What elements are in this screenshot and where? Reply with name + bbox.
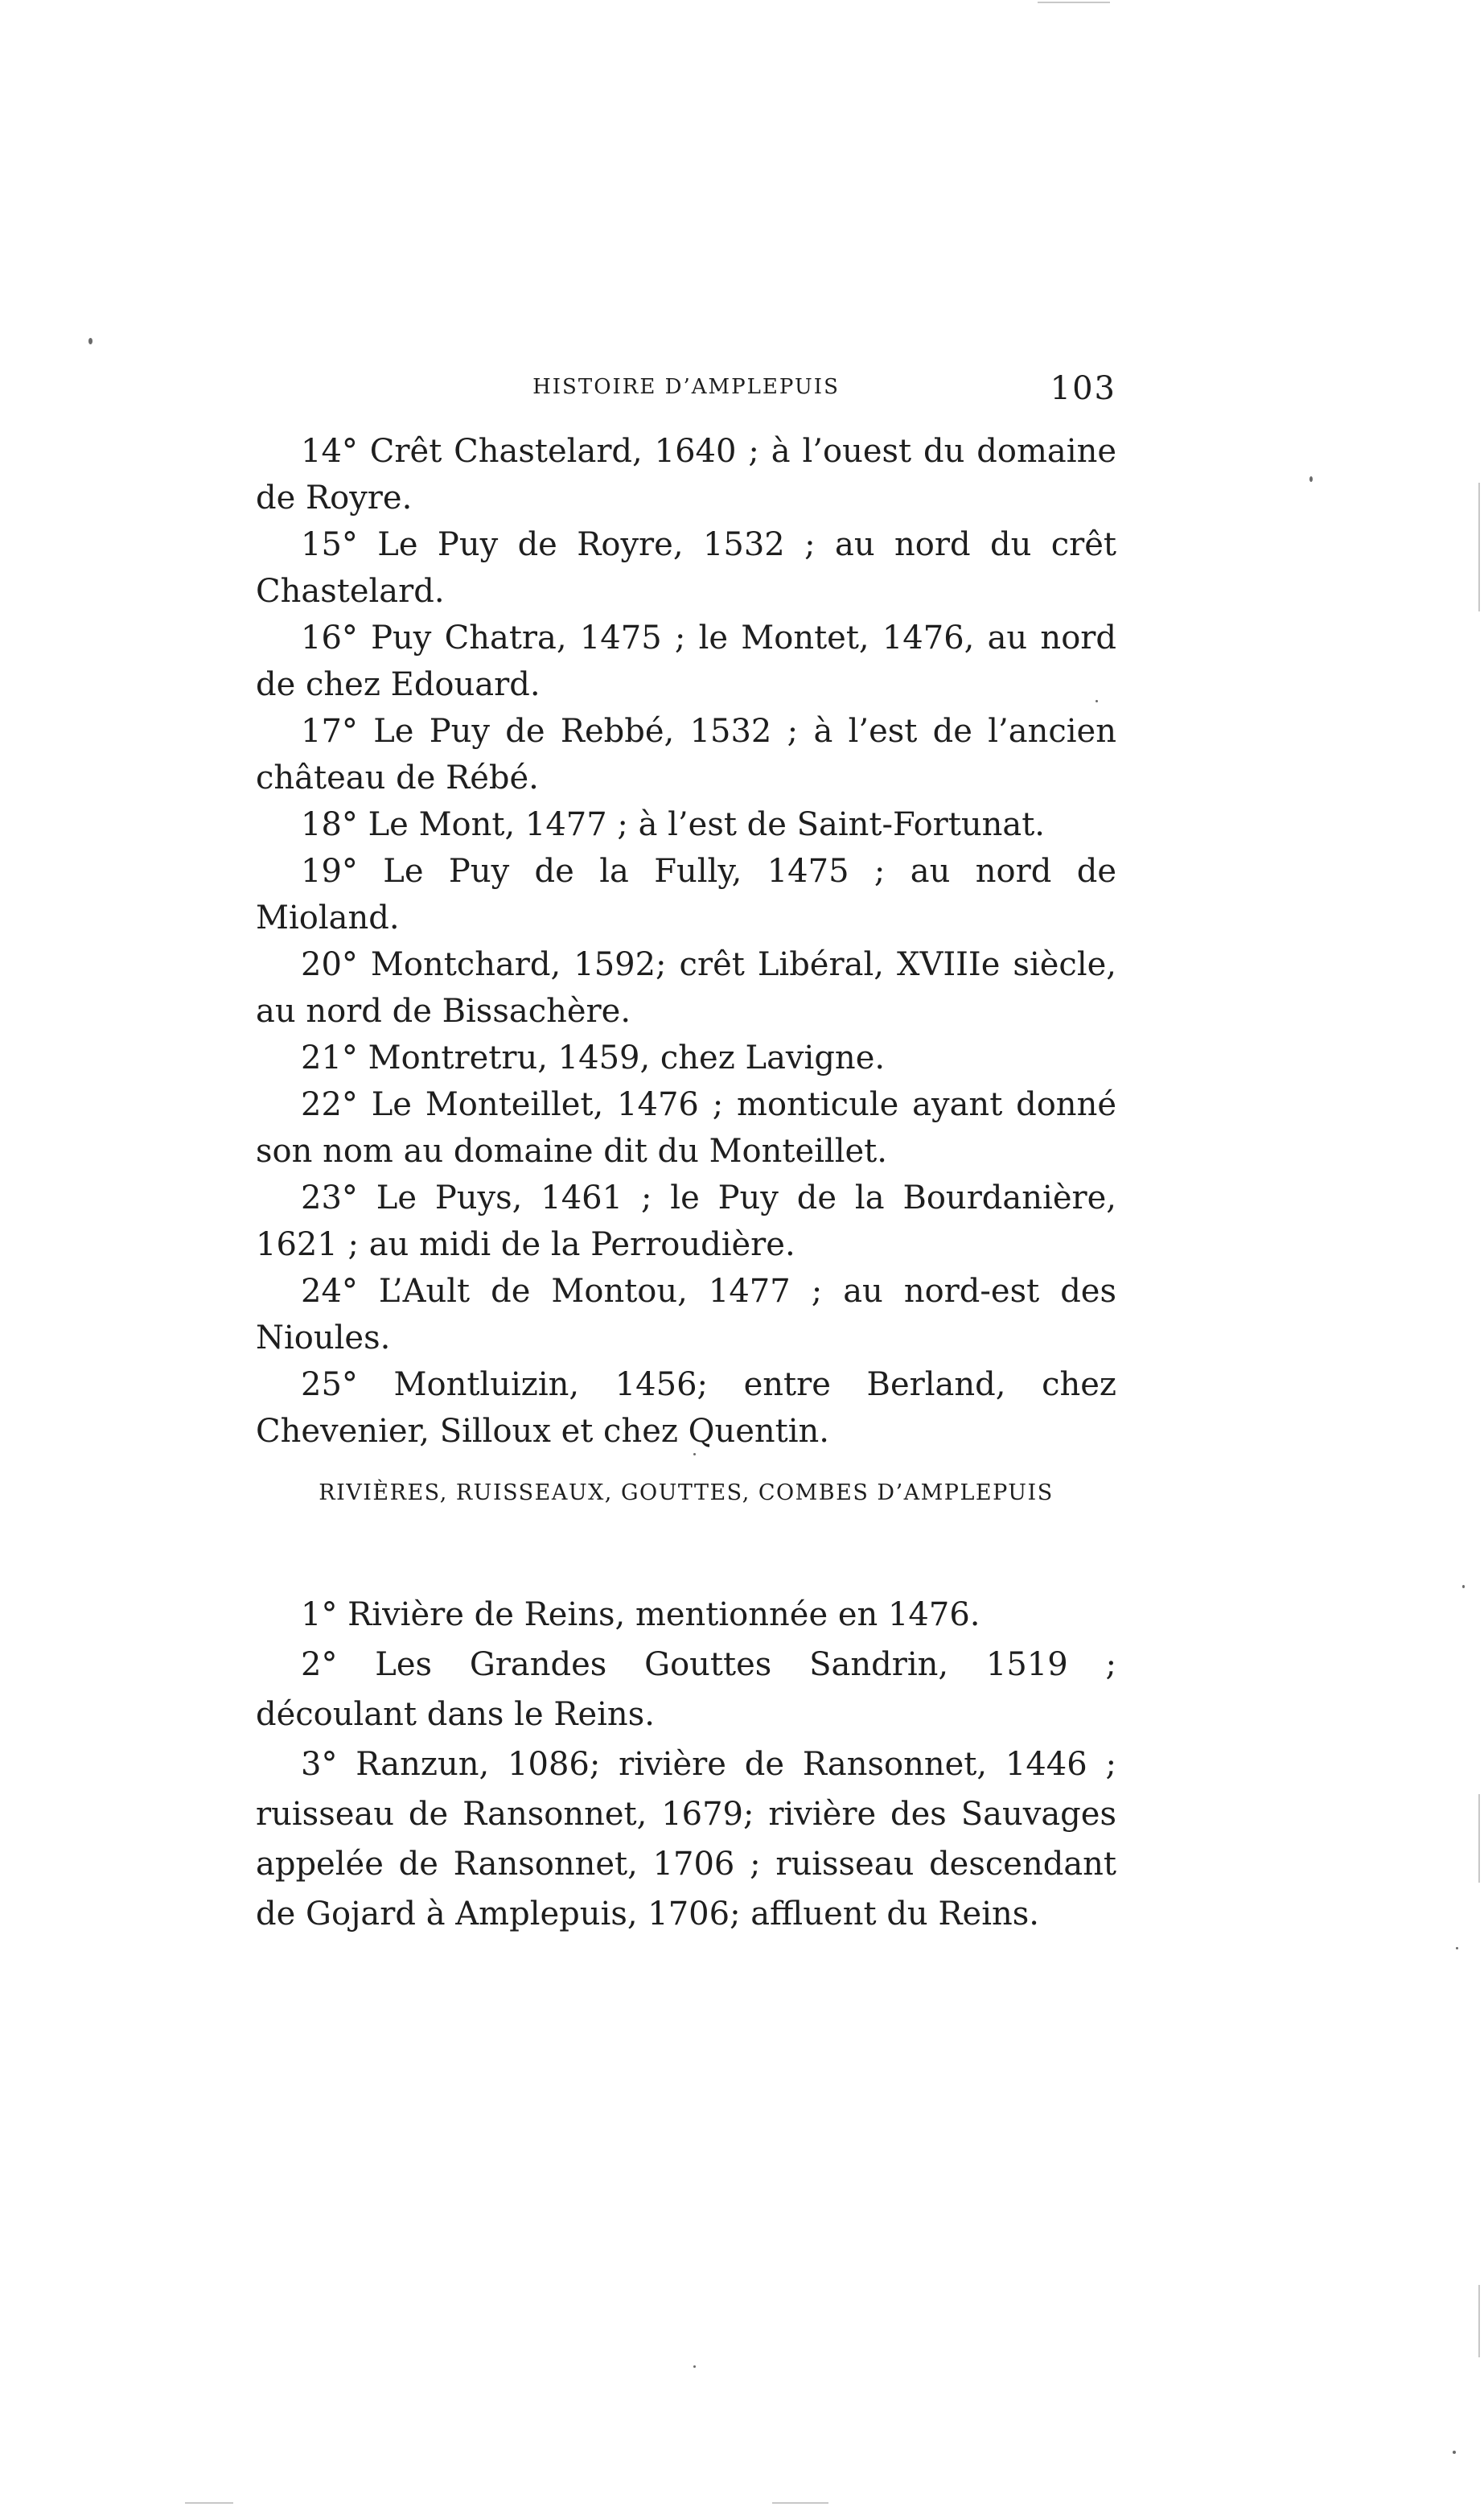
list-item: 15° Le Puy de Royre, 1532 ; au nord du crêt Chastelard. [256, 526, 1116, 610]
summits-list [256, 428, 1116, 1455]
scan-edge-line [185, 2502, 233, 2504]
list-item: 2° Les Grandes Gouttes Sandrin, 1519 ; découlant dans le Reins. [256, 1646, 1116, 1733]
scan-edge-line [1478, 2285, 1480, 2357]
list-item: 22° Le Monteillet, 1476 ; monticule ayant donné son nom au domaine dit du Monteillet. [256, 1086, 1116, 1170]
running-head [256, 370, 1116, 418]
page-number: 103 [1050, 370, 1116, 407]
scan-edge-line [772, 2502, 828, 2504]
list-item: 20° Montchard, 1592; crêt Libéral, XVIIIe siècle, au nord de Bissachère. [256, 946, 1116, 1030]
list-item: 16° Puy Chatra, 1475 ; le Montet, 1476, au nord de chez Edouard. [256, 620, 1116, 703]
scan-speck [1309, 476, 1313, 482]
section-title: RIVIÈRES, RUISSEAUX, GOUTTES, COMBES D’AMPLEPUIS [319, 1480, 1054, 1505]
scan-speck [693, 1453, 696, 1455]
scan-speck [693, 2365, 696, 2368]
list-item: 23° Le Puys, 1461 ; le Puy de la Bourdanière, 1621 ; au midi de la Perroudière. [256, 1179, 1116, 1263]
list-item: 25° Montluizin, 1456; entre Berland, chez Chevenier, Silloux et chez Quentin. [256, 1366, 1116, 1450]
list-item: 1° Rivière de Reins, mentionnée en 1476. [301, 1596, 980, 1633]
scan-speck [1456, 1947, 1458, 1949]
running-title: HISTOIRE D’AMPLEPUIS [532, 375, 840, 399]
scan-edge-line [1478, 1794, 1480, 1883]
list-item: 3° Ranzun, 1086; rivière de Ransonnet, 1446 ; ruisseau de Ransonnet, 1679; rivière des Sauvages appelée de Ransonnet, 1706 ; ruisseau descendant de Gojard à Amplepuis, 1706; affluent du Reins. [256, 1746, 1116, 1933]
scan-speck [88, 338, 92, 344]
scan-speck [1453, 2451, 1456, 2454]
list-item: 19° Le Puy de la Fully, 1475 ; au nord de Mioland. [256, 853, 1116, 936]
rivers-list [256, 1590, 1116, 1939]
scan-edge-line [1038, 2, 1110, 3]
list-item: 18° Le Mont, 1477 ; à l’est de Saint-Fortunat. [301, 806, 1046, 843]
list-item: 21° Montretru, 1459, chez Lavigne. [301, 1039, 886, 1076]
list-item: 14° Crêt Chastelard, 1640 ; à l’ouest du domaine de Royre. [256, 433, 1116, 517]
list-item: 24° L’Ault de Montou, 1477 ; au nord-est des Nioules. [256, 1273, 1116, 1356]
scan-edge-line [1478, 483, 1480, 611]
list-item: 17° Le Puy de Rebbé, 1532 ; à l’est de l’ancien château de Rébé. [256, 713, 1116, 797]
scan-speck [1462, 1585, 1465, 1588]
scan-speck [1096, 700, 1098, 702]
